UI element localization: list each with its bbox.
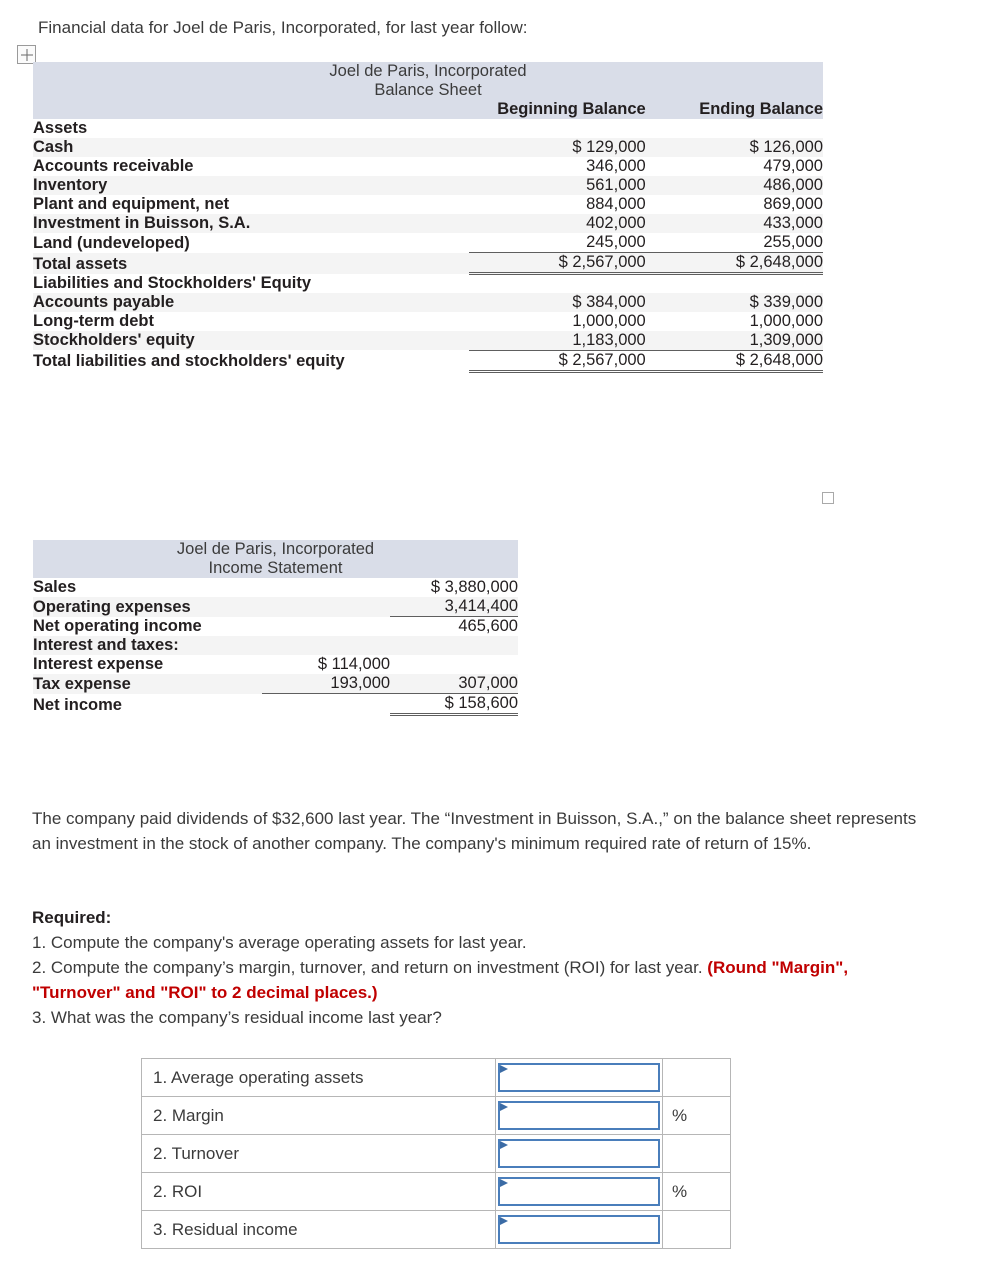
balance-sheet-section-liabilities: Liabilities and Stockholders' Equity bbox=[33, 273, 312, 292]
table-row bbox=[33, 214, 823, 233]
table-row bbox=[33, 157, 823, 176]
balance-sheet-col-ending: Ending Balance bbox=[699, 100, 823, 118]
balance-sheet-statement-name: Balance Sheet bbox=[374, 81, 482, 99]
row-beginning-inventory: 561,000 bbox=[586, 176, 646, 194]
row-ending-accounts-payable: $ 339,000 bbox=[749, 292, 823, 311]
row-beginning-stockholders-equity: 1,183,000 bbox=[469, 331, 646, 351]
answer-unit-turnover bbox=[663, 1135, 731, 1173]
operating-expenses-sub-blank bbox=[262, 597, 390, 617]
row-beginning-cash: $ 129,000 bbox=[572, 138, 646, 156]
row-amount-tax-expense: 193,000 bbox=[262, 674, 390, 694]
table-row bbox=[33, 617, 518, 637]
row-beginning-accounts-payable: $ 384,000 bbox=[572, 292, 646, 311]
table-row-total-liabilities bbox=[33, 350, 823, 371]
assets-section-blank-ending bbox=[646, 119, 823, 138]
answer-unit-average-operating-assets bbox=[663, 1059, 731, 1097]
row-label-net-operating-income: Net operating income bbox=[33, 617, 202, 635]
row-beginning-accounts-receivable: 346,000 bbox=[586, 157, 646, 175]
row-label-sales: Sales bbox=[33, 578, 77, 596]
balance-sheet-title-row-statement bbox=[33, 81, 823, 100]
row-label-accounts-receivable: Accounts receivable bbox=[33, 157, 194, 175]
answer-input-cell-turnover[interactable] bbox=[496, 1135, 663, 1173]
table-row bbox=[33, 331, 823, 351]
row-label-total-assets: Total assets bbox=[33, 254, 128, 273]
row-ending-accounts-receivable: 479,000 bbox=[763, 157, 823, 175]
row-ending-land-undeveloped: 255,000 bbox=[646, 233, 823, 253]
net-income-sub-blank bbox=[262, 694, 390, 715]
row-label-operating-expenses: Operating expenses bbox=[33, 597, 191, 616]
required-heading: Required: bbox=[32, 908, 112, 927]
table-row bbox=[33, 195, 823, 214]
row-amount-operating-expenses: 3,414,400 bbox=[390, 597, 518, 617]
page-intro-text: Financial data for Joel de Paris, Incorporated, for last year follow: bbox=[38, 18, 528, 37]
liabilities-section-blank-beginning bbox=[469, 274, 646, 293]
table-row-total-assets bbox=[33, 253, 823, 274]
income-statement-company-name: Joel de Paris, Incorporated bbox=[176, 540, 375, 558]
input-flag-icon bbox=[500, 1217, 508, 1225]
move-handle-vertical-bar bbox=[26, 49, 27, 61]
answer-input-cell-roi[interactable] bbox=[496, 1173, 663, 1211]
net-operating-income-sub-blank bbox=[262, 617, 390, 637]
row-total-interest-and-taxes: 307,000 bbox=[390, 674, 518, 694]
row-ending-stockholders-equity: 1,309,000 bbox=[646, 331, 823, 351]
row-ending-long-term-debt: 1,000,000 bbox=[749, 311, 823, 330]
answer-label-residual-income: 3. Residual income bbox=[142, 1211, 496, 1249]
income-statement-statement-name: Income Statement bbox=[208, 559, 343, 577]
row-label-tax-expense: Tax expense bbox=[33, 674, 131, 693]
row-beginning-land-undeveloped: 245,000 bbox=[469, 233, 646, 253]
interest-and-taxes-amount-blank bbox=[390, 636, 518, 655]
balance-sheet-section-liabilities-row bbox=[33, 274, 823, 293]
interest-and-taxes-sub-blank bbox=[262, 636, 390, 655]
row-label-long-term-debt: Long-term debt bbox=[33, 311, 154, 330]
input-flag-icon bbox=[500, 1179, 508, 1187]
row-amount-sales: $ 3,880,000 bbox=[430, 578, 518, 596]
row-beginning-plant-and-equipment: 884,000 bbox=[586, 195, 646, 213]
balance-sheet-section-assets: Assets bbox=[33, 119, 88, 137]
input-flag-icon bbox=[500, 1141, 508, 1149]
required-item-1: 1. Compute the company's average operating assets for last year. bbox=[32, 933, 527, 952]
row-ending-plant-and-equipment: 869,000 bbox=[763, 195, 823, 213]
row-label-interest-expense: Interest expense bbox=[33, 655, 164, 673]
required-block bbox=[32, 905, 922, 1030]
answer-row-margin bbox=[142, 1097, 731, 1135]
table-row bbox=[33, 655, 518, 674]
row-ending-investment-in-buisson: 433,000 bbox=[763, 214, 823, 232]
answer-unit-margin: % bbox=[663, 1097, 731, 1135]
input-flag-icon bbox=[500, 1103, 508, 1111]
row-label-interest-and-taxes: Interest and taxes: bbox=[33, 636, 179, 654]
assets-section-blank-beginning bbox=[469, 119, 646, 138]
required-item-3: 3. What was the company’s residual income last year? bbox=[32, 1008, 442, 1027]
table-row bbox=[33, 293, 823, 312]
balance-sheet-resize-handle[interactable] bbox=[822, 492, 834, 504]
answer-unit-residual-income bbox=[663, 1211, 731, 1249]
table-row bbox=[33, 176, 823, 195]
balance-sheet-company-name: Joel de Paris, Incorporated bbox=[329, 62, 527, 80]
answer-unit-roi: % bbox=[663, 1173, 731, 1211]
row-amount-net-income: $ 158,600 bbox=[390, 694, 518, 715]
balance-sheet-table bbox=[33, 62, 823, 373]
table-row bbox=[33, 674, 518, 694]
table-row bbox=[33, 636, 518, 655]
answer-label-turnover: 2. Turnover bbox=[142, 1135, 496, 1173]
row-label-total-liabilities: Total liabilities and stockholders' equity bbox=[33, 352, 345, 370]
answer-input-cell-residual-income[interactable] bbox=[496, 1211, 663, 1249]
required-item-2 bbox=[32, 955, 922, 1005]
answer-input-cell-margin[interactable] bbox=[496, 1097, 663, 1135]
row-beginning-long-term-debt: 1,000,000 bbox=[572, 311, 646, 330]
answer-row-roi bbox=[142, 1173, 731, 1211]
row-label-net-income: Net income bbox=[33, 695, 122, 714]
table-row bbox=[33, 138, 823, 157]
row-ending-inventory: 486,000 bbox=[763, 176, 823, 194]
balance-sheet-header-spacer bbox=[33, 100, 469, 119]
answer-input-margin[interactable] bbox=[498, 1101, 660, 1130]
income-statement-table bbox=[33, 540, 518, 716]
dividend-paragraph: The company paid dividends of $32,600 last year. The “Investment in Buisson, S.A.,” on the balance sheet represents an investment in the stock of another company. The company's minimum required rate of return of 15%. bbox=[32, 809, 917, 853]
required-item-2-rounding-note: (Round "Margin", "Turnover" and "ROI" to 2 decimal places.) bbox=[32, 958, 849, 1002]
row-beginning-total-liabilities: $ 2,567,000 bbox=[469, 350, 646, 371]
sales-sub-blank bbox=[262, 578, 390, 597]
row-label-plant-and-equipment: Plant and equipment, net bbox=[33, 195, 230, 213]
answer-label-roi: 2. ROI bbox=[142, 1173, 496, 1211]
answer-row-residual-income bbox=[142, 1211, 731, 1249]
liabilities-section-blank-ending bbox=[646, 274, 823, 293]
row-beginning-total-assets: $ 2,567,000 bbox=[469, 253, 646, 274]
answer-input-turnover[interactable] bbox=[498, 1139, 660, 1168]
table-row bbox=[33, 597, 518, 617]
income-statement-title-row-company bbox=[33, 540, 518, 559]
balance-sheet-section-assets-row bbox=[33, 119, 823, 138]
answer-label-margin: 2. Margin bbox=[142, 1097, 496, 1135]
table-row bbox=[33, 233, 823, 253]
answer-row-average-operating-assets bbox=[142, 1059, 731, 1097]
income-statement-title-row-statement bbox=[33, 559, 518, 578]
table-row-net-income bbox=[33, 694, 518, 715]
required-item-2-text: 2. Compute the company’s margin, turnover, and return on investment (ROI) for last year. bbox=[32, 958, 703, 977]
table-row bbox=[33, 312, 823, 331]
balance-sheet-col-beginning: Beginning Balance bbox=[497, 100, 646, 118]
answer-input-roi[interactable] bbox=[498, 1177, 660, 1206]
row-label-investment-in-buisson: Investment in Buisson, S.A. bbox=[33, 214, 251, 232]
row-amount-net-operating-income: 465,600 bbox=[458, 617, 518, 635]
answer-entry-table bbox=[141, 1058, 731, 1249]
row-label-cash: Cash bbox=[33, 138, 74, 156]
move-handle-horizontal-bar bbox=[21, 54, 33, 55]
answer-row-turnover bbox=[142, 1135, 731, 1173]
answer-label-average-operating-assets: 1. Average operating assets bbox=[142, 1059, 496, 1097]
answer-input-average-operating-assets[interactable] bbox=[498, 1063, 660, 1092]
row-label-stockholders-equity: Stockholders' equity bbox=[33, 331, 195, 349]
row-ending-cash: $ 126,000 bbox=[749, 138, 823, 156]
row-label-land-undeveloped: Land (undeveloped) bbox=[33, 233, 190, 252]
input-flag-icon bbox=[500, 1065, 508, 1073]
answer-input-residual-income[interactable] bbox=[498, 1215, 660, 1244]
balance-sheet-title-row-company bbox=[33, 62, 823, 81]
row-label-inventory: Inventory bbox=[33, 176, 108, 194]
answer-input-cell-average-operating-assets[interactable] bbox=[496, 1059, 663, 1097]
row-amount-interest-expense: $ 114,000 bbox=[317, 655, 391, 673]
interest-expense-total-blank bbox=[390, 655, 518, 674]
row-label-accounts-payable: Accounts payable bbox=[33, 292, 175, 311]
balance-sheet-column-header-row bbox=[33, 100, 823, 119]
row-ending-total-assets: $ 2,648,000 bbox=[646, 253, 823, 274]
row-beginning-investment-in-buisson: 402,000 bbox=[586, 214, 646, 232]
row-ending-total-liabilities: $ 2,648,000 bbox=[646, 350, 823, 371]
table-row bbox=[33, 578, 518, 597]
